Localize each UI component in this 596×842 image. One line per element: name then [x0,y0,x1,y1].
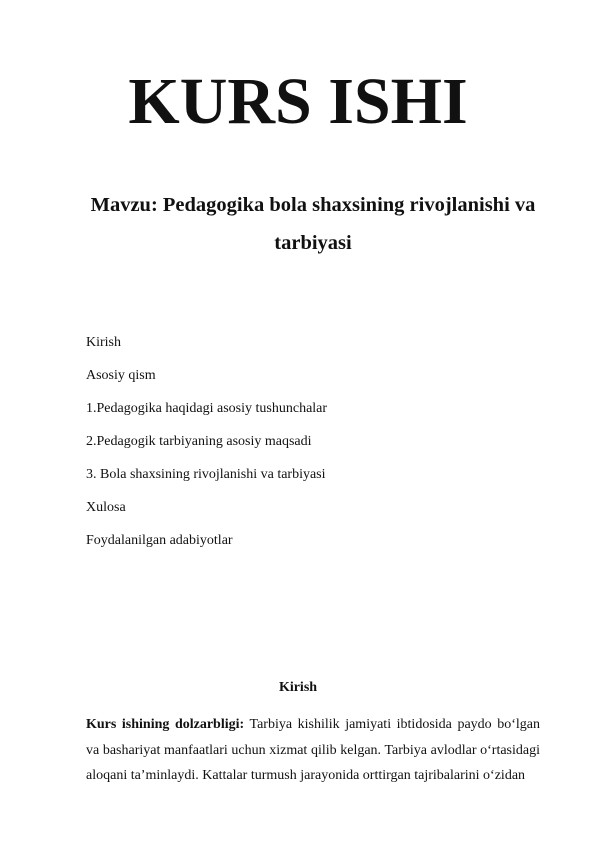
toc-item: Kirish [86,335,121,350]
document-title: KURS ISHI [128,65,468,138]
toc-item: Asosiy qism [86,368,156,383]
document-subject: Mavzu: Pedagogika bola shaxsining rivojlanishi va tarbiyasi [90,194,536,254]
toc-item: 1.Pedagogika haqidagi asosiy tushunchalar [86,401,328,416]
toc-item: Foydalanilgan adabiyotlar [86,533,233,548]
toc-item: 2.Pedagogik tarbiyaning asosiy maqsadi [86,434,312,449]
toc-item: 3. Bola shaxsining rivojlanishi va tarbiyasi [86,467,326,482]
section-heading: Kirish [278,680,318,695]
toc-item: Xulosa [86,500,126,515]
paragraph-text: Tarbiya kishilik jamiyati ibtidosida paydo boʻlgan va bashariyat manfaatlari uchun xizmat qilib kelgan. Tarbiya avlodlar oʻrtasidagi aloqani taʼminlaydi. Kattalar turmush jarayonida orttirgan tajribalarini oʻzidan [86,717,540,783]
paragraph-lead: Kurs ishining dolzarbligi: [86,717,245,732]
intro-paragraph [86,712,540,789]
table-of-contents [86,334,327,565]
